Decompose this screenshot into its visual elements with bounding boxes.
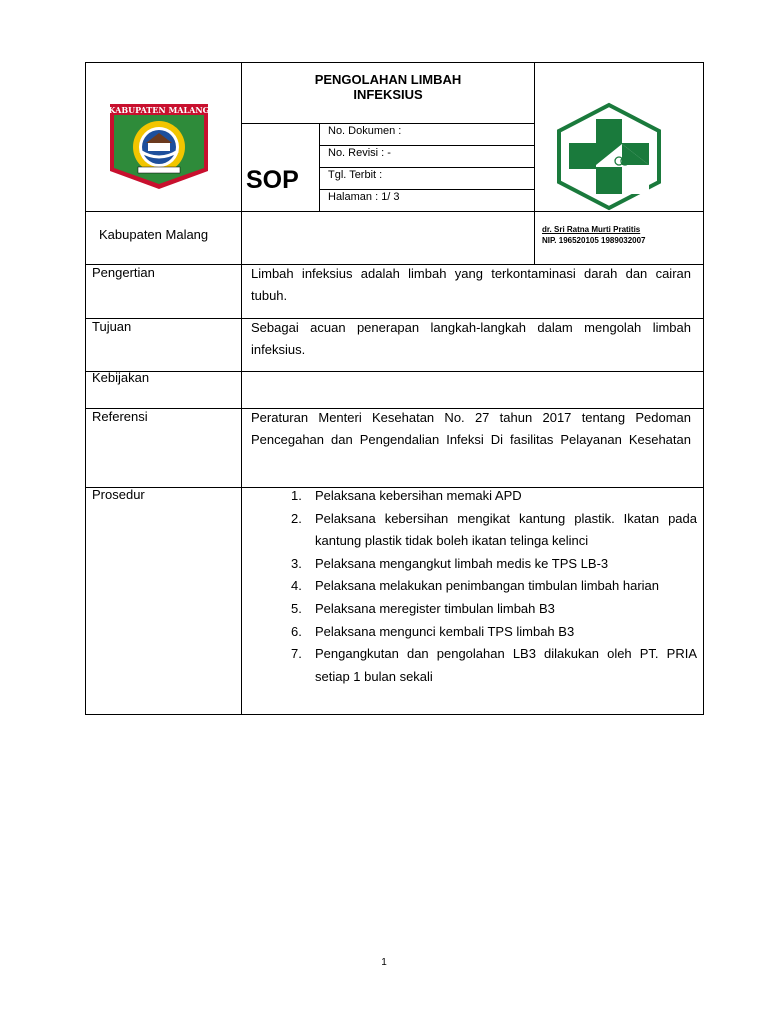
title-divider [241,123,534,124]
page-number: 1 [381,957,387,968]
sop-label: SOP [246,166,299,194]
signer-name: dr. Sri Ratna Murti Pratitis [542,225,641,234]
kebijakan-text [251,372,691,394]
referensi-label: Referensi [92,409,148,424]
tgl-terbit: Tgl. Terbit : [328,169,383,181]
tujuan-label: Tujuan [92,319,132,334]
logo-wordmark: KABUPATEN MALANG [108,105,210,115]
puskesmas-logo [555,102,663,211]
halaman: Halaman : 1/ 3 [328,191,400,203]
signer-nip: NIP. 196520105 1989032007 [542,236,646,245]
title-line-2: INFEKSIUS [353,87,423,102]
meta-row-2 [319,167,534,168]
prosedur-step: Pelaksana mengangkut limbah medis ke TPS LB-3 [315,555,609,571]
col-divider-right [534,62,535,265]
prosedur-step: Pelaksana kebersihan memaki APD [315,488,522,503]
kabupaten-malang-logo [108,101,210,191]
tujuan-text: Sebagai acuan penerapan langkah-langkah dalam mengolah limbah infeksius. [251,320,691,357]
title-line-1: PENGOLAHAN LIMBAH [314,72,462,87]
referensi-text: Peraturan Menteri Kesehatan No. 27 tahun 2017 tentang Pedoman Pencegahan dan Pengendalian Infeksi Di fasilitas Pelayanan Kesehatan [251,410,691,447]
prosedur-step: Pelaksana kebersihan mengikat kantung plastik. Ikatan pada kantung plastik tidak boleh ikatan telinga kelinci [315,510,697,549]
prosedur-label: Prosedur [92,487,145,502]
kebijakan-label: Kebijakan [92,370,150,385]
no-revisi: No. Revisi : - [328,147,391,159]
meta-row-3 [319,189,534,190]
prosedur-step: Pelaksana meregister timbulan limbah B3 [315,600,555,616]
no-dokumen: No. Dokumen : [328,125,402,137]
organization-name: Kabupaten Malang [99,227,209,242]
pengertian-label: Pengertian [92,265,155,280]
pengertian-text: Limbah infeksius adalah limbah yang terkontaminasi darah dan cairan tubuh. [251,266,691,303]
prosedur-steps [251,485,697,688]
prosedur-step: Pelaksana melakukan penimbangan timbulan limbah harian [315,578,659,594]
prosedur-step: Pengangkutan dan pengolahan LB3 dilakukan oleh PT. PRIA setiap 1 bulan sekali [315,646,697,684]
prosedur-step: Pelaksana mengunci kembali TPS limbah B3 [315,623,575,639]
header-bottom [85,211,704,212]
col-divider-left [241,62,242,715]
document-title [242,72,534,102]
meta-row-1 [319,145,534,146]
